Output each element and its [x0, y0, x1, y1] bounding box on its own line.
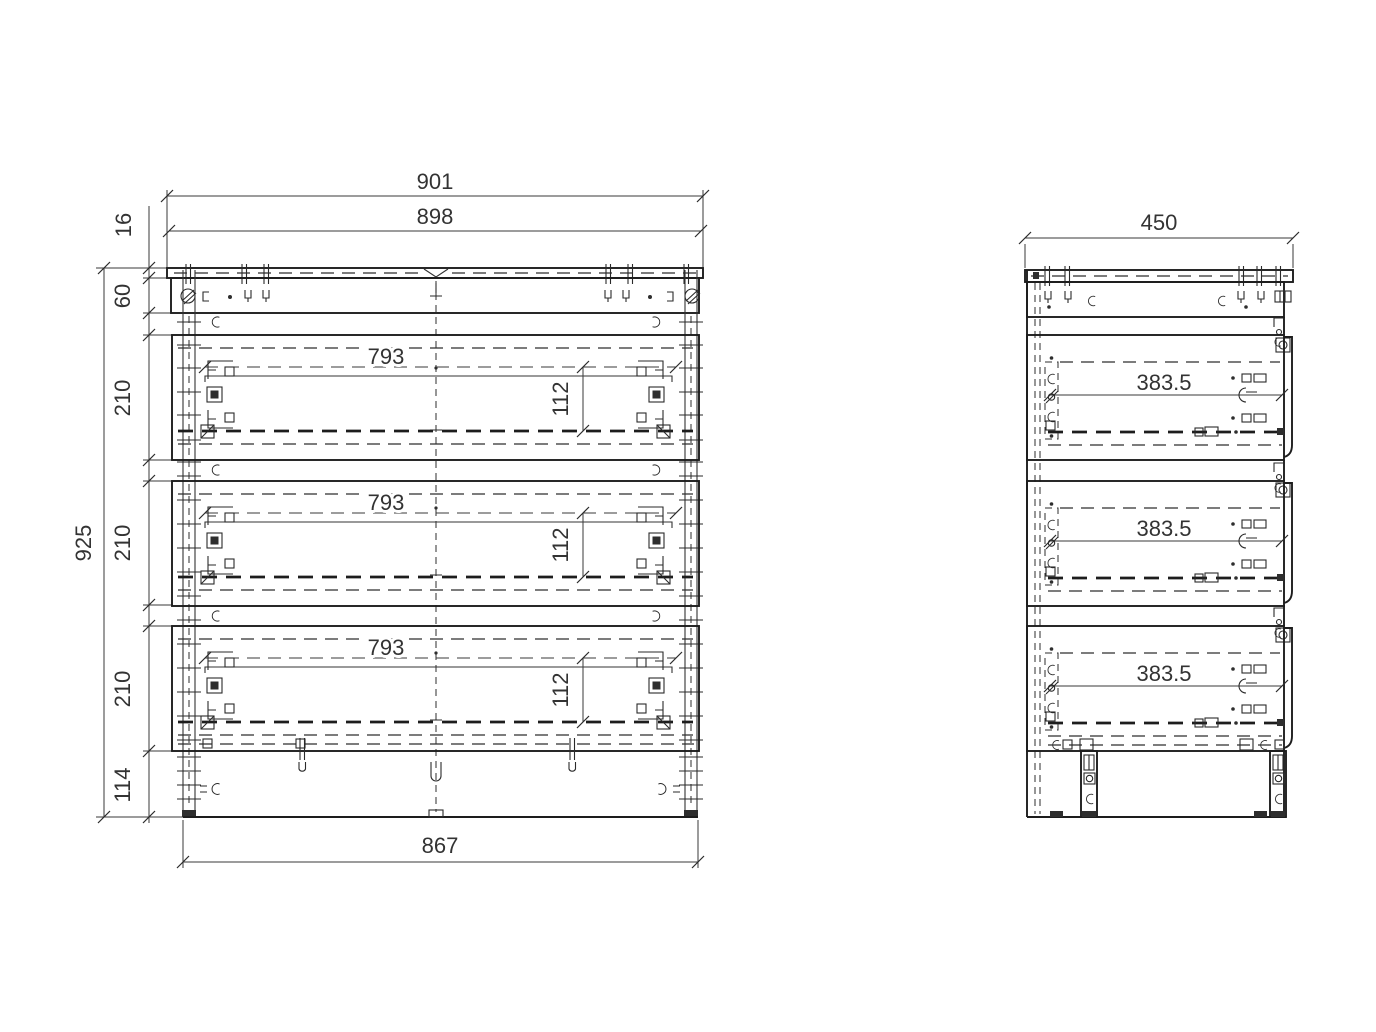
front-overall-height-dim: 925 — [71, 524, 96, 562]
front-overall-width-dim: 901 — [416, 169, 454, 194]
front-drawer3-width-dim: 793 — [367, 635, 405, 660]
front-top-thickness-dim: 16 — [111, 212, 136, 238]
side-overall-depth-dim: 450 — [1140, 210, 1178, 235]
front-drawer3-front-height-dim: 112 — [548, 672, 573, 708]
side-drawer-1 — [1027, 335, 1292, 460]
side-top-rail — [1027, 282, 1291, 317]
side-drawer1-depth-dim: 383.5 — [1136, 370, 1192, 395]
front-drawer2-section-height-dim: 210 — [110, 524, 135, 562]
front-view — [71, 169, 709, 868]
side-back-panel — [1035, 283, 1040, 814]
side-top-panel — [1025, 266, 1293, 286]
front-plinth — [183, 738, 698, 817]
side-drawer-3 — [1027, 626, 1292, 751]
front-left-dimensions — [71, 206, 183, 823]
front-rail-height-dim: 60 — [110, 283, 135, 309]
front-plinth-height-dim: 114 — [110, 767, 135, 803]
front-drawer1-width-dim: 793 — [367, 344, 405, 369]
front-base-width-dim: 867 — [421, 833, 459, 858]
side-drawer-2 — [1027, 481, 1292, 606]
front-drawer2-front-height-dim: 112 — [548, 527, 573, 563]
front-bottom-dimension — [177, 820, 704, 868]
front-top-panel — [167, 264, 703, 284]
front-centerline — [430, 281, 442, 812]
side-top-dimension — [1019, 210, 1299, 268]
side-view — [1019, 210, 1299, 817]
front-drawer3-section-height-dim: 210 — [110, 670, 135, 708]
side-drawer3-depth-dim: 383.5 — [1136, 661, 1192, 686]
side-drawer2-depth-dim: 383.5 — [1136, 516, 1192, 541]
front-top-panel-width-dim: 898 — [416, 204, 454, 229]
front-drawer1-front-height-dim: 112 — [548, 381, 573, 417]
side-plinth — [1050, 751, 1286, 817]
front-drawer1-section-height-dim: 210 — [110, 379, 135, 417]
side-body-edges — [1027, 270, 1290, 817]
front-top-dimensions — [161, 169, 709, 268]
front-drawer2-width-dim: 793 — [367, 490, 405, 515]
